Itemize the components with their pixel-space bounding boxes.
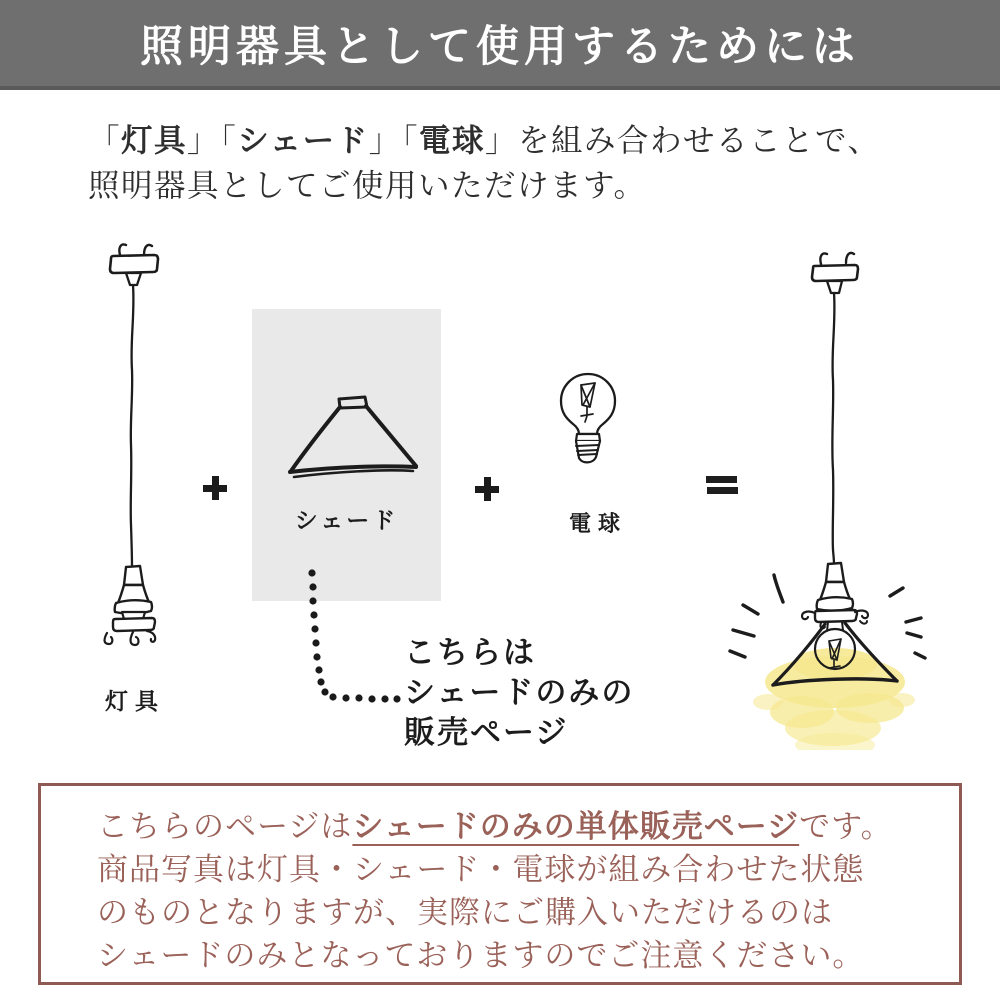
bulb-label: 電球 (568, 511, 627, 536)
notice-line-4: シェードのみとなっておりますのでご注意ください。 (97, 938, 865, 973)
notice-box (38, 783, 962, 985)
fixture-cord-sketch-icon (85, 240, 185, 652)
term-bulb: 電球 (418, 122, 485, 158)
intro-line-1: 「灯具」「シェード」「電球」を組み合わせることで、 (88, 122, 881, 158)
assembled-lamp-sketch-icon (720, 250, 930, 750)
callout-line-2: シェードのみの (404, 675, 635, 710)
intro-paragraph (88, 118, 968, 208)
bulb-sketch-icon (556, 363, 620, 483)
shade-label: シェード (294, 507, 399, 533)
plus-icon (203, 476, 227, 500)
notice-line-3: のものとなりますが、実際にご購入いただけるのは (97, 895, 833, 930)
plus-icon (475, 477, 499, 501)
term-shade: シェード (237, 122, 369, 158)
term-fixture: 灯具 (121, 122, 188, 158)
page-title: 照明器具として使用するためには (140, 22, 860, 71)
shade-sketch-icon (283, 391, 423, 486)
notice-line-1: こちらのページはシェードのみの単体販売ページです。 (97, 809, 893, 844)
callout-line-3: 販売ページ (404, 715, 569, 750)
notice-emphasis: シェードのみの単体販売ページ (352, 809, 800, 844)
shade-only-callout (404, 633, 634, 753)
callout-line-1: こちらは (404, 635, 536, 670)
notice-line-2: 商品写真は灯具・シェード・電球が組み合わせた状態 (97, 852, 865, 887)
dotted-connector (300, 565, 415, 710)
header-banner (0, 0, 1000, 90)
fixture-label: 灯具 (105, 688, 165, 714)
intro-line-2: 照明器具としてご使用いただけます。 (88, 167, 647, 203)
